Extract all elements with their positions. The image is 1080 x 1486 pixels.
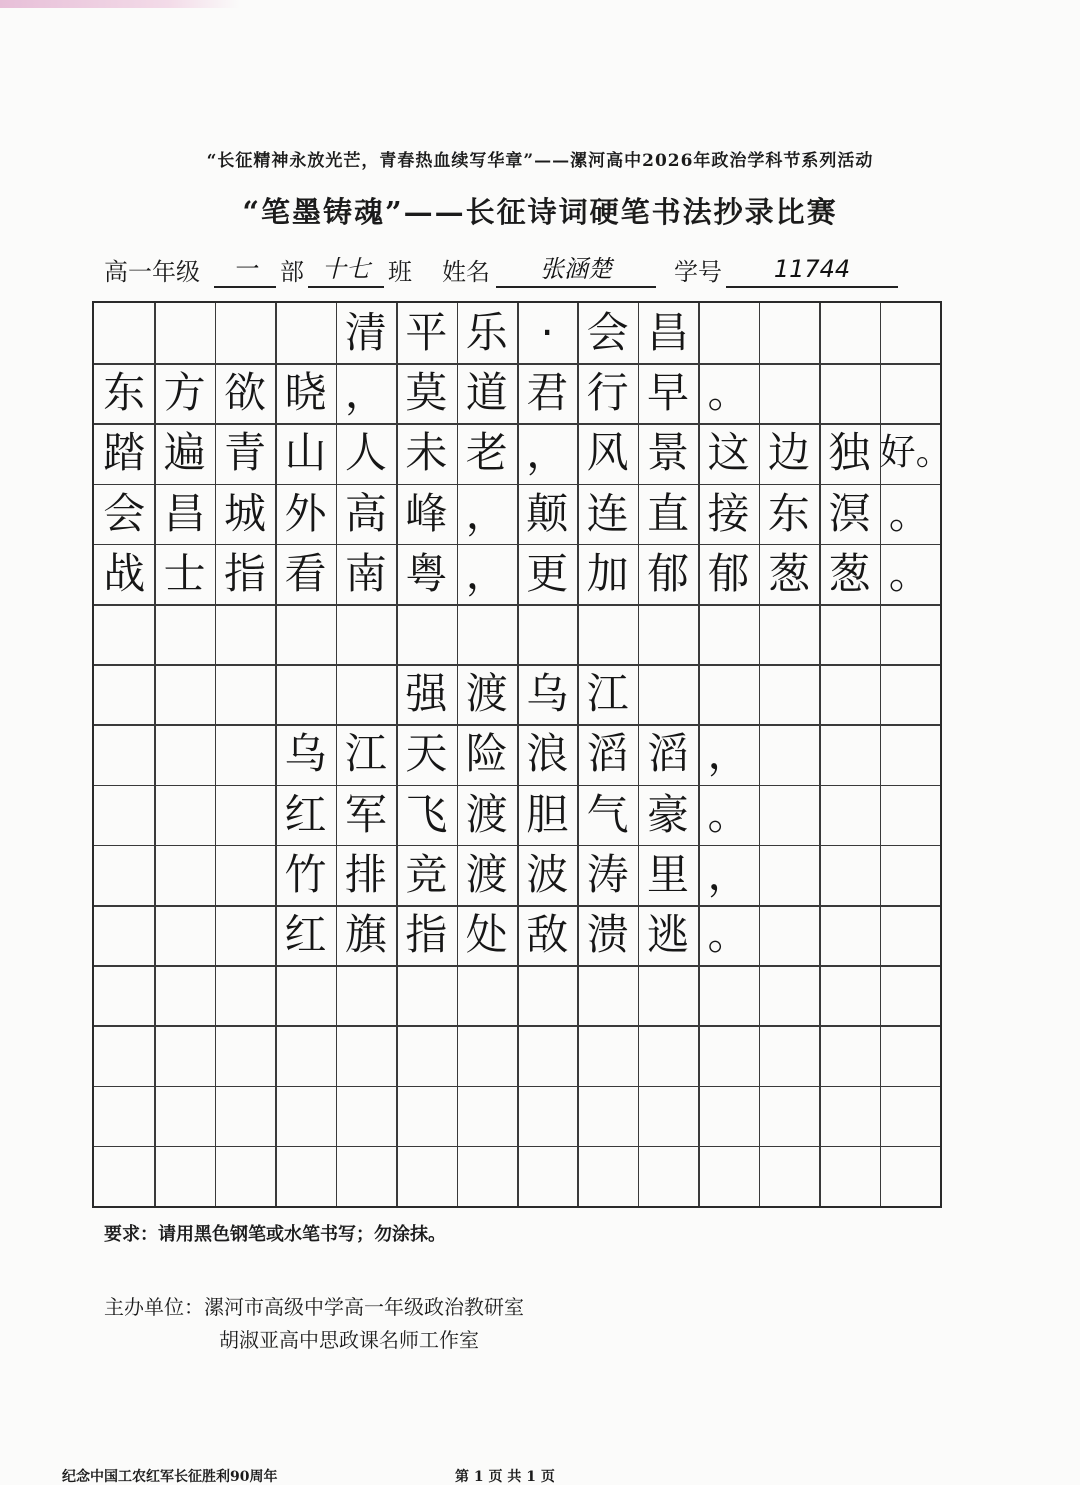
- grid-character: 红: [284, 910, 327, 959]
- grid-character: 方: [163, 368, 206, 418]
- grid-character: 。: [888, 548, 931, 598]
- footer-page-number: 第 1 页 共 1 页: [455, 1469, 555, 1485]
- grid-character: 军: [344, 789, 387, 839]
- grid-character: 高: [344, 488, 387, 538]
- class-label: 班: [388, 258, 412, 286]
- grid-character: 。: [707, 789, 750, 839]
- competition-title: “笔墨铸魂”——长征诗词硬笔书法抄录比赛: [242, 195, 838, 229]
- grid-character: 会: [103, 488, 146, 538]
- grid-character: 昌: [647, 308, 690, 357]
- grid-character: 昌: [163, 488, 206, 538]
- grid-character: 竞: [405, 849, 448, 899]
- grid-character: 滔: [586, 729, 629, 779]
- grid-character: 竹: [284, 849, 327, 899]
- grid-character: 独: [828, 428, 871, 478]
- grid-character: 滔: [647, 729, 690, 779]
- grid-character: 豪: [647, 789, 690, 839]
- grid-character: 里: [647, 849, 690, 899]
- grid-character: 郁: [707, 548, 750, 598]
- grid-row-line: [94, 1146, 940, 1148]
- grid-row-line: [94, 965, 940, 967]
- grid-character: 险: [465, 729, 508, 779]
- grid-character: 战: [103, 548, 146, 598]
- class-value: 十七: [308, 252, 384, 288]
- grid-character: 乐: [465, 308, 508, 357]
- grid-character: 浪: [526, 729, 569, 779]
- sponsor-line-1: 主办单位：漯河市高级中学高一年级政治教研室: [104, 1295, 524, 1319]
- grid-character: 渡: [465, 669, 508, 719]
- grade-label: 高一年级: [104, 258, 200, 286]
- grid-character: 士: [163, 548, 206, 598]
- grid-character: 逃: [647, 910, 690, 959]
- grid-character: 边: [767, 428, 810, 478]
- grid-character: 早: [647, 368, 690, 418]
- grid-character: 君: [526, 368, 569, 418]
- grid-character: 接: [707, 488, 750, 538]
- grid-character: 溟: [828, 488, 871, 538]
- grid-character: 溃: [586, 910, 629, 959]
- grid-character: 乌: [284, 729, 327, 779]
- grid-character: 粤: [405, 548, 448, 598]
- grid-character: 。: [888, 488, 931, 538]
- grid-row-line: [94, 1025, 940, 1027]
- grid-character: 渡: [465, 849, 508, 899]
- grid-character: 颠: [526, 488, 569, 538]
- grid-character: 红: [284, 789, 327, 839]
- grid-character: ，: [526, 428, 569, 478]
- grid-character: 看: [284, 548, 327, 598]
- grid-character: 涛: [586, 849, 629, 899]
- sponsor-block: [104, 1291, 524, 1357]
- grid-character: 指: [224, 548, 267, 598]
- grid-character: ，: [465, 488, 508, 538]
- grid-character: 会: [586, 308, 629, 357]
- grid-character: 欲: [224, 368, 267, 418]
- sponsor-line-2: 胡淑亚高中思政课名师工作室: [219, 1328, 479, 1352]
- grid-character: 波: [526, 849, 569, 899]
- grid-character: 好。: [879, 432, 952, 474]
- student-id-label: 学号: [674, 258, 722, 286]
- grid-character: 处: [465, 910, 508, 959]
- grid-character: ，: [465, 548, 508, 598]
- grid-character: 踏: [103, 428, 146, 478]
- grid-character: 郁: [647, 548, 690, 598]
- grid-character: ，: [707, 729, 750, 779]
- grid-character: 峰: [405, 488, 448, 538]
- footer-commemoration: 纪念中国工农红军长征胜利90周年: [62, 1469, 278, 1485]
- grid-character: 青: [224, 428, 267, 478]
- grid-character: 天: [405, 729, 448, 779]
- grid-character: ，: [344, 368, 387, 418]
- name-value: 张涵楚: [496, 252, 656, 288]
- grid-character: ·: [540, 308, 554, 357]
- event-subtitle: “长征精神永放光芒，青春热血续写华章”——漯河高中2026年政治学科节系列活动: [206, 151, 874, 171]
- calligraphy-grid: [92, 301, 952, 1208]
- grid-character: 晓: [284, 368, 327, 418]
- grid-character: 强: [405, 669, 448, 719]
- grade-value: 一: [214, 252, 276, 288]
- grid-character: 连: [586, 488, 629, 538]
- grid-character: 平: [405, 308, 448, 357]
- grid-character: 莫: [405, 368, 448, 418]
- grid-character: 加: [586, 548, 629, 598]
- grid-character: 直: [647, 488, 690, 538]
- grid-character: 飞: [405, 789, 448, 839]
- name-label: 姓名: [442, 258, 490, 286]
- student-id-value: 11744: [726, 252, 898, 288]
- grid-character: 这: [707, 428, 750, 478]
- grid-character: 排: [344, 849, 387, 899]
- grid-character: 东: [103, 368, 146, 418]
- grid-character: 。: [707, 368, 750, 418]
- grid-character: 葱: [828, 548, 871, 598]
- grid-row-line: [94, 604, 940, 606]
- grid-character: 东: [767, 488, 810, 538]
- grid-character: 气: [586, 789, 629, 839]
- dept-label: 部: [280, 258, 304, 286]
- grid-character: 山: [284, 428, 327, 478]
- grid-character: 旗: [344, 910, 387, 959]
- grid-character: 。: [707, 910, 750, 959]
- grid-character: 城: [224, 488, 267, 538]
- grid-character: 更: [526, 548, 569, 598]
- grid-character: 南: [344, 548, 387, 598]
- grid-character: 渡: [465, 789, 508, 839]
- requirement-note: 要求：请用黑色钢笔或水笔书写；勿涂抹。: [104, 1224, 446, 1245]
- grid-character: 老: [465, 428, 508, 478]
- grid-character: 敌: [526, 910, 569, 959]
- grid-character: 指: [405, 910, 448, 959]
- grid-character: 风: [586, 428, 629, 478]
- grid-character: ，: [707, 849, 750, 899]
- grid-character: 景: [647, 428, 690, 478]
- grid-character: 葱: [767, 548, 810, 598]
- grid-character: 人: [344, 428, 387, 478]
- student-info-row: [104, 252, 904, 292]
- grid-character: 遍: [163, 428, 206, 478]
- grid-character: 行: [586, 368, 629, 418]
- scan-edge-mark: [0, 0, 240, 8]
- grid-character: 江: [344, 729, 387, 779]
- grid-character: 胆: [526, 789, 569, 839]
- grid-row-line: [94, 1086, 940, 1088]
- grid-character: 乌: [526, 669, 569, 719]
- grid-character: 道: [465, 368, 508, 418]
- grid-character: 未: [405, 428, 448, 478]
- grid-character: 江: [586, 669, 629, 719]
- grid-character: 清: [344, 308, 387, 357]
- grid-character: 外: [284, 488, 327, 538]
